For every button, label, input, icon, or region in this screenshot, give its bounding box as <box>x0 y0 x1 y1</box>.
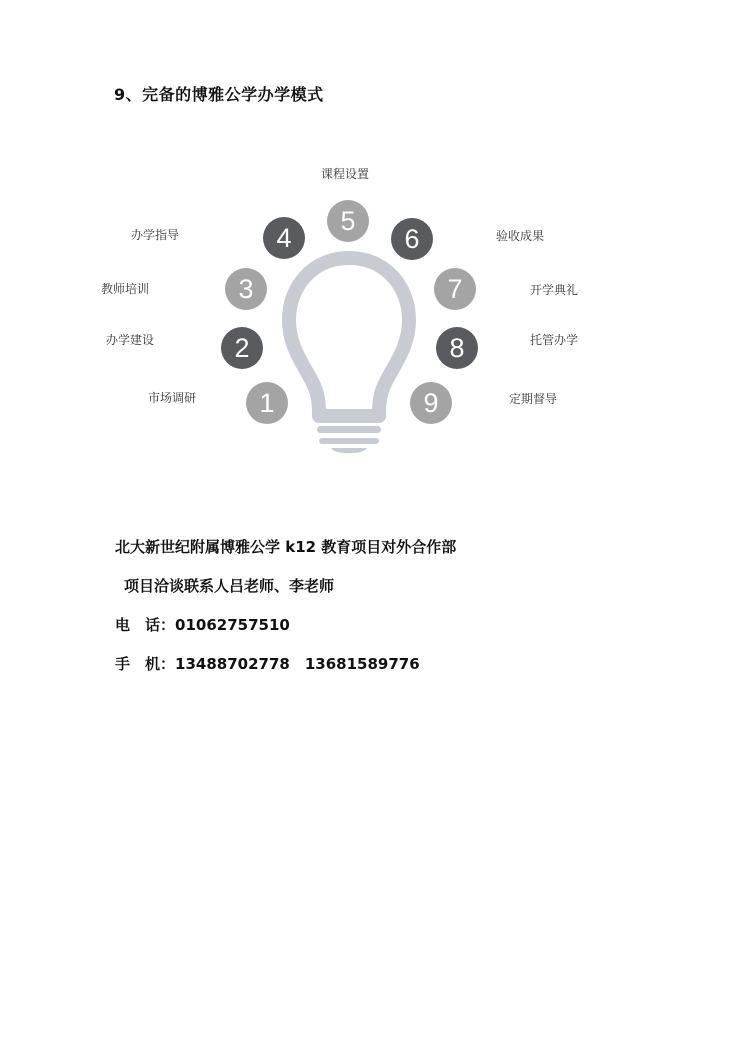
step-circle-4: 4 <box>263 217 305 259</box>
step-label-4: 办学指导 <box>131 228 180 242</box>
mobile-line <box>115 653 420 674</box>
phone-line <box>115 614 290 635</box>
step-label-7: 开学典礼 <box>530 283 579 297</box>
phone-value: 01062757510 <box>175 616 290 634</box>
step-circle-7: 7 <box>434 268 476 310</box>
step-circle-9: 9 <box>410 382 452 424</box>
step-circle-2: 2 <box>221 327 263 369</box>
org-line: 北大新世纪附属博雅公学 k12 教育项目对外合作部 <box>115 538 457 556</box>
step-circle-1: 1 <box>246 382 288 424</box>
step-circle-5: 5 <box>327 200 369 242</box>
contacts-line: 项目洽谈联系人吕老师、李老师 <box>124 577 335 595</box>
step-circle-8: 8 <box>436 327 478 369</box>
section-heading: 9、完备的博雅公学办学模式 <box>114 85 324 104</box>
step-circle-6: 6 <box>391 218 433 260</box>
step-label-9: 定期督导 <box>509 392 558 406</box>
step-label-8: 托管办学 <box>530 333 579 347</box>
step-label-3: 教师培训 <box>101 282 150 296</box>
mobile-label: 手 机： <box>115 655 176 673</box>
mobile-value: 13488702778 13681589776 <box>175 655 420 673</box>
step-label-2: 办学建设 <box>106 333 155 347</box>
step-label-6: 验收成果 <box>496 229 545 243</box>
step-label-5: 课程设置 <box>321 167 370 181</box>
school-model-diagram <box>0 150 750 470</box>
step-circle-3: 3 <box>225 268 267 310</box>
lightbulb-icon <box>281 248 417 460</box>
phone-label: 电 话： <box>115 616 176 634</box>
step-label-1: 市场调研 <box>148 391 197 405</box>
